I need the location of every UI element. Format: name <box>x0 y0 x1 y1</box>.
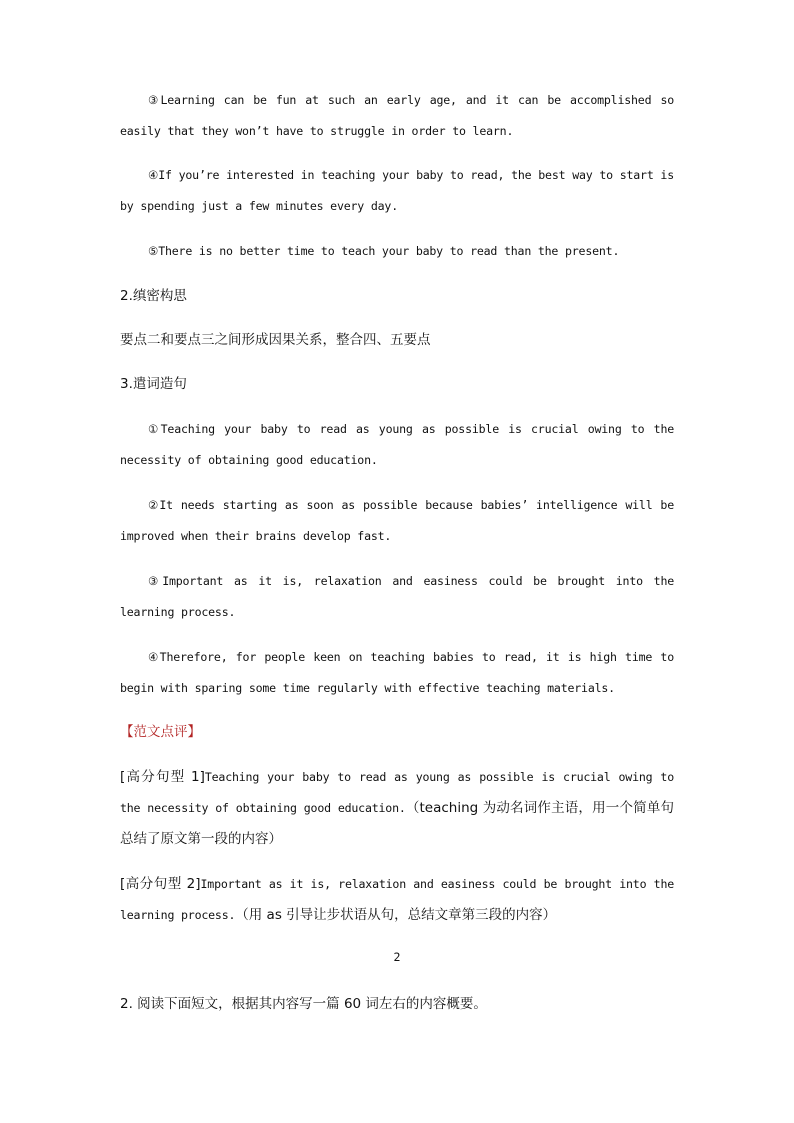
review-item-2-label: [高分句型 2] <box>120 876 201 892</box>
review-item-2-sentence: Important as it is, relaxation and easiness could be brought into the learning process. <box>120 877 674 922</box>
review-title: 【范文点评】 <box>120 724 201 740</box>
sentence-4-paragraph: ④Therefore, for people keen on teaching babies to read, it is high time to begin with sparing some time regularly with effective teaching materials. <box>120 650 674 695</box>
sentence-3-paragraph: ③Important as it is, relaxation and easiness could be brought into the learning process. <box>120 574 674 619</box>
review-item-2 <box>120 869 674 931</box>
sentence-2-paragraph: ②It needs starting as soon as possible because babies’ intelligence will be improved when their brains develop fast. <box>120 498 674 543</box>
review-item-1-note: （teaching 为动名词作主语，用一个简单句总结了原文第一段的内容） <box>120 800 674 847</box>
next-question: 2. 阅读下面短文，根据其内容写一篇 60 词左右的内容概要。 <box>120 996 487 1012</box>
point-4-paragraph: ④If you’re interested in teaching your baby to read, the best way to start is by spending just a few minutes every day. <box>120 168 674 213</box>
section-3-title: 3.遣词造句 <box>120 376 187 392</box>
review-item-2-note: （用 as 引导让步状语从句，总结文章第三段的内容） <box>235 907 557 923</box>
point-3-paragraph: ③Learning can be fun at such an early age, and it can be accomplished so easily that they won’t have to struggle in order to learn. <box>120 93 674 138</box>
section-2-body: 要点二和要点三之间形成因果关系，整合四、五要点 <box>120 332 431 348</box>
review-item-1-sentence: Teaching your baby to read as young as possible is crucial owing to the necessity of obtaining good education. <box>120 770 674 815</box>
review-item-1 <box>120 762 674 855</box>
sentence-1-paragraph: ①Teaching your baby to read as young as possible is crucial owing to the necessity of obtaining good education. <box>120 422 674 467</box>
document-page <box>120 0 674 1123</box>
point-5-paragraph: ⑤There is no better time to teach your baby to read than the present. <box>148 244 620 258</box>
review-item-1-label: [高分句型 1] <box>120 769 205 785</box>
page-number: 2 <box>393 950 401 964</box>
section-2-title: 2.缜密构思 <box>120 288 187 304</box>
